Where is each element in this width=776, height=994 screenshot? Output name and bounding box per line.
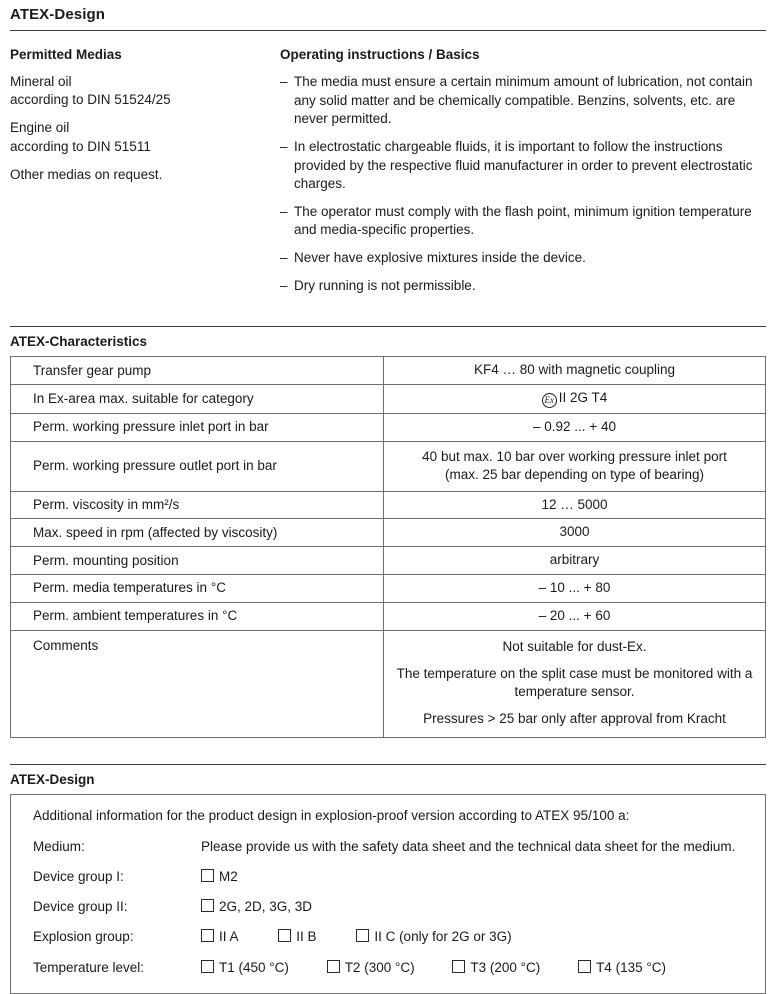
media-item: [10, 119, 280, 155]
row-value: – 10 ... + 80: [384, 574, 766, 602]
operating-instructions-heading: Operating instructions / Basics: [280, 47, 480, 62]
table-row: [11, 414, 766, 442]
row-label: Perm. working pressure outlet port in bar: [11, 441, 384, 491]
bullet-dash: –: [280, 250, 288, 265]
row-label: Perm. viscosity in mm²/s: [11, 491, 384, 519]
media-item-line2: according to DIN 51511: [10, 138, 151, 154]
bullet-text: Dry running is not permissible.: [294, 277, 476, 293]
table-row: [11, 441, 766, 491]
checkbox-option-iia[interactable]: [201, 928, 239, 946]
operating-instructions-column: [280, 47, 766, 304]
atex-characteristics-table: [10, 356, 766, 738]
characteristics-heading: ATEX-Characteristics: [10, 334, 148, 350]
checkbox-icon[interactable]: [201, 899, 214, 912]
comment-paragraph: Not suitable for dust-Ex.: [502, 638, 647, 654]
bullet-text: The media must ensure a certain minimum amount of lubrication, not contain any solid matter and be chemically compatible. Benzins, solvents, etc. are never permitted.: [294, 74, 753, 127]
media-item: [10, 166, 280, 184]
list-item: [280, 249, 766, 268]
intro-section: [10, 31, 766, 304]
media-item-line1: Mineral oil: [10, 74, 72, 89]
checkbox-icon[interactable]: [201, 960, 214, 973]
row-value: 12 … 5000: [384, 491, 766, 519]
row-label: Comments: [11, 630, 384, 738]
row-value-line1: 40 but max. 10 bar over working pressure inlet port: [422, 448, 727, 464]
checkbox-option-t3[interactable]: [452, 959, 540, 977]
table-row: [11, 385, 766, 414]
page-title: ATEX-Design: [10, 6, 105, 23]
list-item: [280, 138, 766, 194]
row-label: Perm. media temperatures in °C: [11, 574, 384, 602]
permitted-medias-column: [10, 47, 280, 304]
bullet-text: Never have explosive mixtures inside the device.: [294, 250, 586, 265]
bullet-dash: –: [280, 138, 288, 154]
checkbox-icon[interactable]: [201, 929, 214, 942]
table-row-comments: [11, 630, 766, 738]
media-item-line2: according to DIN 51524/25: [10, 92, 171, 108]
table-row: [11, 574, 766, 602]
row-value: [384, 441, 766, 491]
table-row: [11, 357, 766, 385]
row-value: [384, 630, 766, 738]
row-value: arbitrary: [384, 547, 766, 575]
atex-design-section: [10, 764, 766, 993]
checkbox-option-t1[interactable]: [201, 959, 289, 977]
list-item: [280, 203, 766, 240]
checkbox-icon[interactable]: [327, 960, 340, 973]
list-item: [280, 73, 766, 129]
table-row: [11, 491, 766, 519]
design-heading: ATEX-Design: [10, 772, 95, 788]
characteristics-divider: [10, 326, 766, 327]
checkbox-label: T3 (200 °C): [470, 959, 541, 975]
row-value-line2: (max. 25 bar depending on type of bearing): [445, 466, 704, 482]
media-item-line1: Other medias on request.: [10, 166, 163, 182]
ex-symbol-icon: Ex: [542, 393, 557, 408]
row-value: 3000: [384, 519, 766, 547]
device-group-2-row: [33, 898, 745, 916]
checkbox-icon[interactable]: [201, 869, 214, 882]
row-label: In Ex-area max. suitable for category: [11, 385, 384, 414]
row-value: – 0.92 ... + 40: [384, 414, 766, 442]
checkbox-label: II A: [219, 929, 239, 945]
table-row: [11, 519, 766, 547]
checkbox-label: T1 (450 °C): [219, 959, 289, 975]
bullet-dash: –: [280, 277, 288, 293]
checkbox-label: T4 (135 °C): [596, 959, 666, 975]
row-label: Perm. working pressure inlet port in bar: [11, 414, 384, 442]
medium-label: Medium:: [33, 838, 85, 854]
checkbox-icon[interactable]: [278, 929, 291, 942]
operating-instructions-list: [280, 73, 766, 295]
bullet-text: The operator must comply with the flash point, minimum ignition temperature and media-specific properties.: [294, 203, 752, 238]
checkbox-option-iib[interactable]: [278, 928, 316, 946]
checkbox-label: 2G, 2D, 3G, 3D: [219, 899, 313, 915]
medium-row: [33, 838, 745, 856]
temperature-level-row: [33, 959, 745, 977]
spacer: [10, 304, 766, 326]
design-divider: [10, 764, 766, 765]
comment-paragraph: Pressures > 25 bar only after approval from Kracht: [423, 711, 726, 727]
row-label: Perm. mounting position: [11, 547, 384, 575]
row-label: Perm. ambient temperatures in °C: [11, 602, 384, 630]
comment-paragraph: The temperature on the split case must be monitored with a temperature sensor.: [396, 665, 753, 699]
bullet-dash: –: [280, 74, 288, 89]
design-note: Additional information for the product design in explosion-proof version according to ATEX 95/100 a:: [33, 808, 630, 824]
table-row: [11, 547, 766, 575]
permitted-medias-heading: Permitted Medias: [10, 47, 122, 62]
row-label: Max. speed in rpm (affected by viscosity): [11, 519, 384, 547]
device-group-1-row: [33, 868, 745, 886]
device-group-2-label: Device group II:: [33, 899, 128, 915]
media-item: [10, 73, 280, 109]
row-value-category: [384, 385, 766, 414]
explosion-group-label: Explosion group:: [33, 929, 134, 945]
row-label: Transfer gear pump: [11, 357, 384, 385]
row-value: – 20 ... + 60: [384, 602, 766, 630]
checkbox-label: II C (only for 2G or 3G): [374, 929, 512, 945]
explosion-group-row: [33, 928, 745, 946]
temperature-level-label: Temperature level:: [33, 959, 145, 975]
checkbox-option-2g-2d-3g-3d[interactable]: [201, 898, 312, 916]
bullet-dash: –: [280, 203, 288, 219]
bullet-text: In electrostatic chargeable fluids, it is important to follow the instructions provided by the respective fluid manufacturer in order to prevent electrostatic charges.: [294, 138, 753, 192]
checkbox-label: M2: [219, 868, 238, 884]
row-value: KF4 … 80 with magnetic coupling: [384, 357, 766, 385]
design-form-box: [10, 794, 766, 993]
checkbox-label: T2 (300 °C): [344, 959, 415, 975]
medium-text: Please provide us with the safety data sheet and the technical data sheet for the medium.: [201, 838, 736, 854]
checkbox-option-iic[interactable]: [356, 928, 511, 946]
media-item-line1: Engine oil: [10, 120, 70, 136]
checkbox-option-t2[interactable]: [327, 959, 415, 977]
device-group-1-label: Device group I:: [33, 868, 124, 884]
checkbox-label: II B: [296, 929, 317, 945]
table-row: [11, 602, 766, 630]
checkbox-option-m2[interactable]: [201, 868, 238, 886]
row-value-text: II 2G T4: [558, 390, 608, 406]
list-item: [280, 277, 766, 296]
checkbox-option-t4[interactable]: [578, 959, 666, 977]
checkbox-icon[interactable]: [356, 929, 369, 942]
checkbox-icon[interactable]: [578, 960, 591, 973]
checkbox-icon[interactable]: [452, 960, 465, 973]
